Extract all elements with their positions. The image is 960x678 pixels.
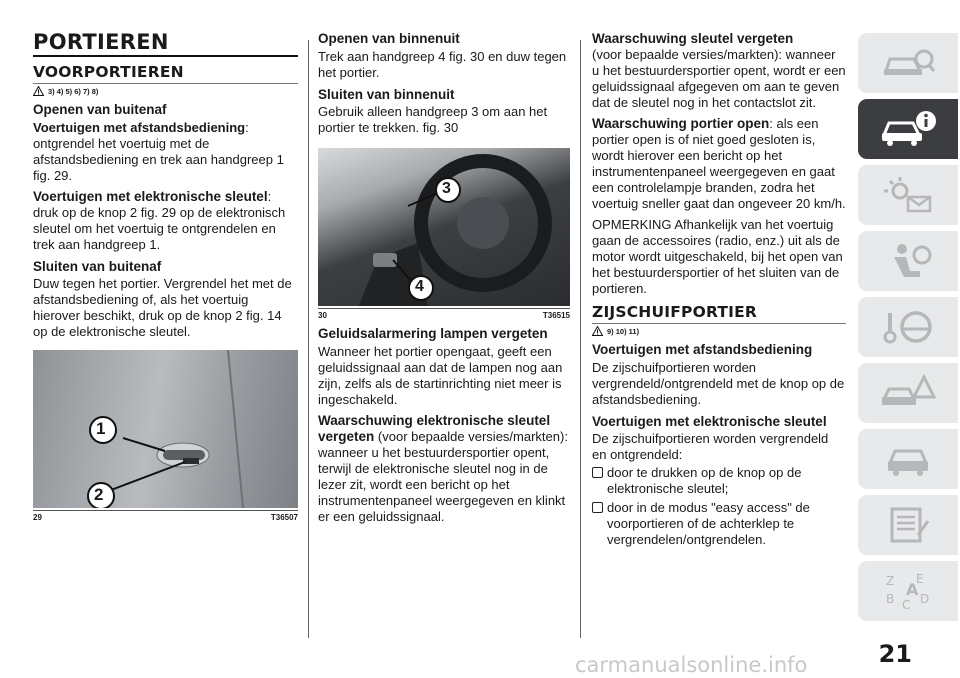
warning-triangle-icon xyxy=(33,86,44,96)
figure-29-code: T36507 xyxy=(270,513,298,523)
paragraph-remote xyxy=(33,120,298,184)
warning-triangle-icon xyxy=(592,326,603,336)
svg-text:A: A xyxy=(906,580,919,599)
car-icon xyxy=(880,439,936,479)
car-search-icon xyxy=(880,43,936,83)
callout-4: 4 xyxy=(415,278,424,296)
paragraph-key-forgotten xyxy=(592,31,846,111)
heading-close-inside: Sluiten van binnenuit xyxy=(318,86,455,102)
warning-refs xyxy=(33,86,298,96)
svg-text:D: D xyxy=(920,592,930,606)
heading-sliding-ekey: Voertuigen met elektronische sleutel xyxy=(592,413,827,429)
door-handle-illustration xyxy=(33,350,298,508)
callout-1: 1 xyxy=(96,419,106,439)
column-2 xyxy=(318,28,570,530)
paragraph-open-inside: Trek aan handgreep 4 fig. 30 en duw tegen het portier. xyxy=(318,48,567,80)
subtitle-rule xyxy=(33,83,298,84)
svg-text:B: B xyxy=(886,592,895,606)
list-item xyxy=(592,500,846,548)
paragraph-ekey xyxy=(33,189,298,253)
subsection-title-sliding-door: ZIJSCHUIFPORTIER xyxy=(592,303,758,321)
paragraph-lights-alarm: Wanneer het portier opengaat, geeft een geluidssignaal aan dat de lampen nog aan zijn, zelfs als de startinrichting niet meer is ingeschakeld. xyxy=(318,343,563,407)
car-breakdown-icon xyxy=(880,373,936,413)
tab-knowing-the-car[interactable] xyxy=(858,99,958,159)
title-rule xyxy=(33,55,298,57)
column-divider-2 xyxy=(580,40,581,638)
heading-open-inside: Openen van binnenuit xyxy=(318,31,460,46)
tab-starting-driving[interactable] xyxy=(858,297,958,357)
figure-30-image xyxy=(318,148,570,306)
specs-list-icon xyxy=(880,505,936,545)
tab-technical-data[interactable] xyxy=(858,495,958,555)
heading-sliding-remote: Voertuigen met afstandsbediening xyxy=(592,342,813,357)
figure-30 xyxy=(318,148,570,320)
figure-29-caption xyxy=(33,510,298,522)
section-title: PORTIEREN xyxy=(33,30,169,54)
checkbox-bullet-icon xyxy=(592,502,603,513)
car-info-icon xyxy=(878,109,938,149)
figure-30-caption xyxy=(318,308,570,320)
term-key-forgotten: Waarschuwing sleutel vergeten xyxy=(592,31,794,46)
svg-text:E: E xyxy=(916,572,924,586)
figure-30-number: 30 xyxy=(318,311,327,321)
paragraph-close-outside: Duw tegen het portier. Vergrendel het met de afstandsbediening of, als het voertuig hierover beschikt, druk op de knop 2 fig. 14 op de elektronische sleutel. xyxy=(33,276,292,340)
column-1 xyxy=(33,28,298,528)
airbag-person-icon xyxy=(880,241,936,281)
chapter-tabs xyxy=(858,33,958,627)
tab-in-an-emergency[interactable] xyxy=(858,363,958,423)
svg-text:Z: Z xyxy=(886,574,895,588)
figure-29 xyxy=(33,350,298,522)
subsection-title-front-doors: VOORPORTIEREN xyxy=(33,63,184,81)
warning-refs-2 xyxy=(592,326,846,336)
tab-getting-to-know[interactable] xyxy=(858,33,958,93)
heading-lights-alarm: Geluidsalarmering lampen vergeten xyxy=(318,326,548,342)
list-item xyxy=(592,465,846,497)
paragraph-ekey-warning xyxy=(318,413,570,525)
term-ekey-warning: Waarschuwing elektronische sleutel vergeten xyxy=(318,412,551,444)
index-letters-icon xyxy=(880,569,936,613)
paragraph-close-inside: Gebruik alleen handgreep 3 om aan het portier te trekken. fig. 30 xyxy=(318,104,548,136)
term-ekey: Voertuigen met elektronische sleutel xyxy=(33,188,268,204)
paragraph-door-open xyxy=(592,116,846,212)
tab-warning-lights[interactable] xyxy=(858,165,958,225)
page-number: 21 xyxy=(878,640,912,668)
heading-open-outside: Openen van buitenaf xyxy=(33,102,167,117)
column-3 xyxy=(592,28,846,551)
text-door-open: : als een portier open is of niet goed gesloten is, wordt hierover een bericht op het instrumentenpaneel weergegeven en gaat een controlelampje branden, zodra het voertuig sneller gaat dan ongeveer 20 km/h. xyxy=(592,116,846,211)
paragraph-sliding-remote: De zijschuifportieren worden vergrendeld/ontgrendeld met de knop op de afstandsbediening. xyxy=(592,359,845,407)
text-remote: : ontgrendel het voertuig met de afstandsbediening en trek aan handgreep 1 fig. 29. xyxy=(33,119,284,183)
interior-illustration xyxy=(318,148,570,306)
figure-30-code: T36515 xyxy=(542,311,570,321)
warning-refs-text-2: 9) 10) 11) xyxy=(607,326,640,336)
list-item-text: door in de modus "easy access" de voorportieren of de achterklep te vergrendelen/ontgrendelen. xyxy=(607,500,810,548)
figure-29-number: 29 xyxy=(33,513,42,523)
term-remote: Voertuigen met afstandsbediening xyxy=(33,119,246,135)
checkbox-bullet-icon xyxy=(592,467,603,478)
tab-servicing[interactable] xyxy=(858,429,958,489)
list-item-text: door te drukken op de knop op de elektronische sleutel; xyxy=(607,465,802,497)
subtitle-rule-2 xyxy=(592,323,846,324)
text-ekey-warning: (voor bepaalde versies/markten): wanneer u het bestuurdersportier opent, terwijl de elektronische sleutel nog in de lezer zit, wordt een bericht op het instrumentenpaneel weergegeven en klinkt er een geluidssignaal. xyxy=(318,428,568,524)
warning-refs-text: 3) 4) 5) 6) 7) 8) xyxy=(48,86,99,96)
heading-close-outside: Sluiten van buitenaf xyxy=(33,258,162,274)
svg-text:C: C xyxy=(902,598,911,612)
column-divider-1 xyxy=(308,40,309,638)
tab-index[interactable] xyxy=(858,561,958,621)
warning-lights-icon xyxy=(880,175,936,215)
watermark: carmanualsonline.info xyxy=(575,653,808,677)
figure-29-image xyxy=(33,350,298,508)
text-key-forgotten: (voor bepaalde versies/markten): wanneer u het bestuurdersportier opent, wordt er een geluidssignaal afgegeven om aan te geven dat de sleutel nog in het contactslot zit. xyxy=(592,47,846,110)
callout-3: 3 xyxy=(442,180,451,198)
text-ekey: : druk op de knop 2 fig. 29 op de elektronisch sleutel om het voertuig te ontgrendelen en trek aan handgreep 1. xyxy=(33,188,286,252)
tab-safety[interactable] xyxy=(858,231,958,291)
steering-wheel-icon xyxy=(880,307,936,347)
callout-2: 2 xyxy=(94,485,104,505)
paragraph-sliding-ekey: De zijschuifportieren worden vergrendeld en ontgrendeld: xyxy=(592,431,829,463)
paragraph-note: OPMERKING Afhankelijk van het voertuig gaan de accessoires (radio, enz.) uit als de motor wordt uitgeschakeld, bij het open van het bestuurdersportier of het sluiten van de portieren. xyxy=(592,217,843,296)
term-door-open: Waarschuwing portier open xyxy=(592,116,770,131)
